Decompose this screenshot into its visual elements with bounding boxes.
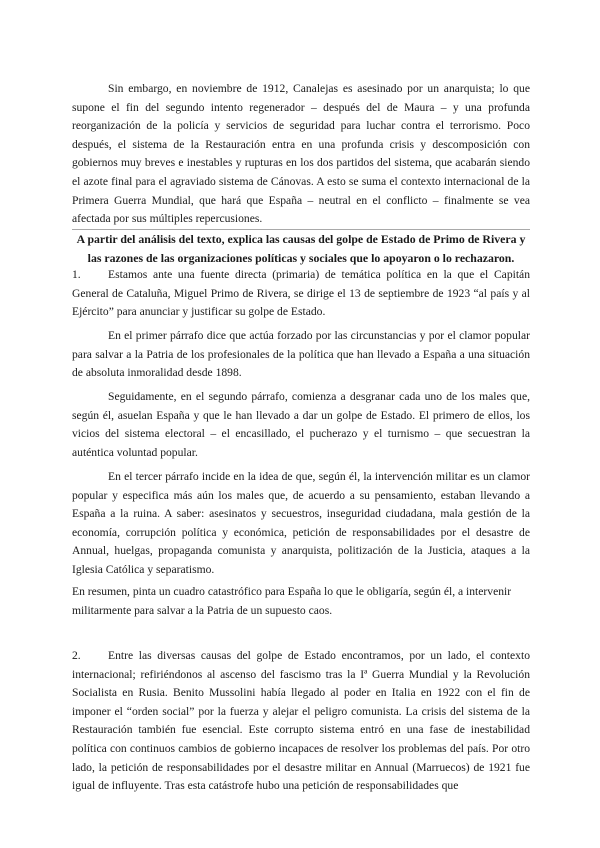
- summary-line-1: En resumen, pinta un cuadro catastrófico para España lo que le obligaría, según él, a intervenir: [72, 585, 512, 598]
- summary-section: [72, 583, 542, 620]
- third-paragraph-analysis: En el tercer párrafo incide en la idea de que, según él, la intervención militar es un clamor popular y especifica más aún los males que, de acuerdo a su pensamiento, estaban llevando a España a la ruina. A saber: asesinatos y secuestros, inseguridad ciudadana, mala gestión de la economía, corrupción política y económica, petición de responsabilidades por el desastre de Annual, huelgas, propaganda comunista y anarquista, politización de la Justicia, ataques a la Iglesia Católica y separatismo.: [72, 470, 530, 576]
- answer-item-2: [72, 647, 530, 796]
- answer-item-2-paragraph: [72, 647, 530, 796]
- question-heading: A partir del análisis del texto, explica las causas del golpe de Estado de Primo de Rivera y las razones de las organizaciones políticas y sociales que lo apoyaron o lo rechazaron.: [76, 232, 526, 265]
- item-2-number: 2.: [72, 649, 81, 662]
- item-2-text: Entre las diversas causas del golpe de Estado encontramos, por un lado, el contexto internacional; refiriéndonos al ascenso del fascismo tras la Iª Guerra Mundial y la Revolución Socialista en Rusia. Benito Mussolini había llegado al poder en Italia en 1922 con el fin de imponer el “orden social” por la fuerza y alejar el peligro comunista. La crisis del sistema de la Restauración también fue esencial. Este corrupto sistema entró en una fase de inestabilidad política con continuos cambios de gobierno incapaces de resolver los problemas del país. Por otro lado, la petición de responsabilidades por el desastre militar en Annual (Marruecos) de 1921 fue igual de influyente. Tras esta catástrofe hubo una petición de responsabilidades que: [72, 649, 530, 793]
- answer-item-1: [72, 266, 530, 322]
- second-paragraph-analysis: Seguidamente, en el segundo párrafo, comienza a desgranar cada uno de los males que, según él, asuelan España y que le han llevado a dar un golpe de Estado. El primero de ellos, los vicios del sistema electoral – el encasillado, el pucherazo y el turnismo – que secuestran la auténtica voluntad popular.: [72, 390, 530, 459]
- first-paragraph-analysis: En el primer párrafo dice que actúa forzado por las circunstancias y por el clamor popular para salvar a la Patria de los profesionales de la política que han llevado a España a una situación de absoluta inmoralidad desde 1898.: [72, 329, 530, 380]
- answer-item-1-paragraph: [72, 266, 530, 322]
- intro-paragraph: Sin embargo, en noviembre de 1912, Canalejas es asesinado por un anarquista; lo que supone el fin del segundo intento regenerador – después del de Maura – y una profunda reorganización de la policía y servicios de seguridad para luchar contra el terrorismo. Poco después, el sistema de la Restauración entra en una profunda crisis y descomposición con gobiernos muy breves e inestables y rupturas en los dos partidos del sistema, que acabarán siendo el azote final para el agraviado sistema de Cánovas. A esto se suma el contexto internacional de la Primera Guerra Mundial, que hará que España – neutral en el conflicto – finalmente se vea afectada por sus múltiples repercusiones.: [72, 82, 530, 226]
- summary-line-2: militarmente para salvar a la Patria de un supuesto caos.: [72, 603, 333, 617]
- item-1-number: 1.: [72, 268, 81, 281]
- paragraph-first: [72, 327, 530, 383]
- paragraph-third: [72, 468, 530, 580]
- paragraph-second: [72, 388, 530, 462]
- intro-section: [72, 80, 530, 229]
- item-1-text: Estamos ante una fuente directa (primaria) de temática política en la que el Capitán General de Cataluña, Miguel Primo de Rivera, se dirige el 13 de septiembre de 1923 “al país y al Ejército” para anunciar y justificar su golpe de Estado.: [72, 268, 530, 319]
